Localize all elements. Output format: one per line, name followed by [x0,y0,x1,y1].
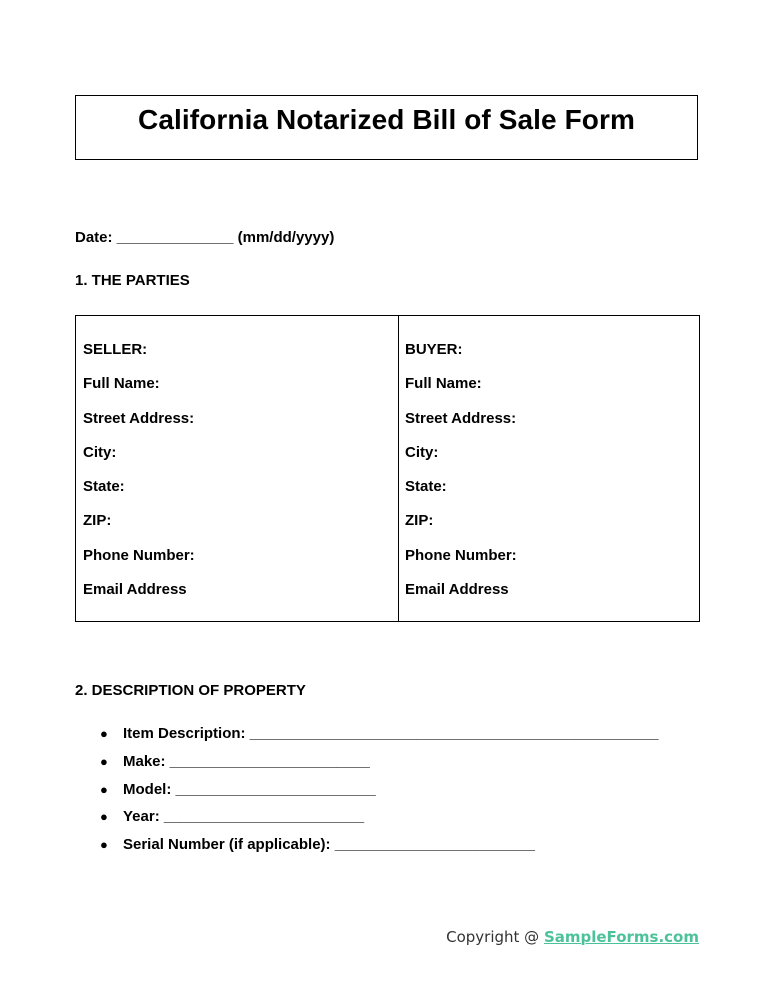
buyer-label: BUYER: [405,341,463,358]
brand-link[interactable]: SampleForms.com [543,928,699,946]
buyer-full-name-field: Full Name: [405,375,482,393]
buyer-street-address-field: Street Address: [405,409,517,427]
list-item [100,780,658,808]
buyer-city-field: City: [405,443,439,461]
seller-full-name-field: Full Name: [83,375,160,393]
bullet-icon: ● [100,809,108,825]
property-list [100,724,658,863]
buyer-state-field: State: [405,478,447,496]
list-item [100,835,658,863]
copyright-footer [446,928,699,946]
seller-phone-field: Phone Number: [83,546,195,564]
title-box [75,95,698,160]
bullet-icon: ● [100,726,108,741]
bullet-icon: ● [100,837,108,853]
buyer-zip-field: ZIP: [405,512,434,530]
bullet-icon: ● [100,753,108,769]
parties-heading: 1. THE PARTIES [75,272,190,289]
bullet-icon: ● [100,781,108,797]
list-item [100,807,658,835]
property-heading: 2. DESCRIPTION OF PROPERTY [75,682,306,699]
seller-label: SELLER: [83,341,148,358]
seller-street-address-field: Street Address: [83,409,195,427]
seller-column [76,316,398,621]
document-title: California Notarized Bill of Sale Form [138,104,635,135]
copyright-prefix: Copyright @ [446,928,544,946]
parties-table [75,315,700,622]
model-field: Model: ________________________ [123,780,376,798]
seller-email-field: Email Address [83,581,187,599]
buyer-column [398,316,699,621]
year-field: Year: ________________________ [123,808,365,826]
date-line: Date: ______________ (mm/dd/yyyy) [75,229,335,246]
list-item [100,724,658,752]
make-field: Make: ________________________ [123,752,370,770]
buyer-email-field: Email Address [405,581,509,599]
serial-number-field: Serial Number (if applicable): ________________________ [123,836,535,854]
seller-city-field: City: [83,443,117,461]
seller-zip-field: ZIP: [83,512,112,530]
list-item [100,752,658,780]
seller-state-field: State: [83,478,125,496]
item-description-field: Item Description: _________________________________________________ [123,725,659,742]
buyer-phone-field: Phone Number: [405,546,517,564]
